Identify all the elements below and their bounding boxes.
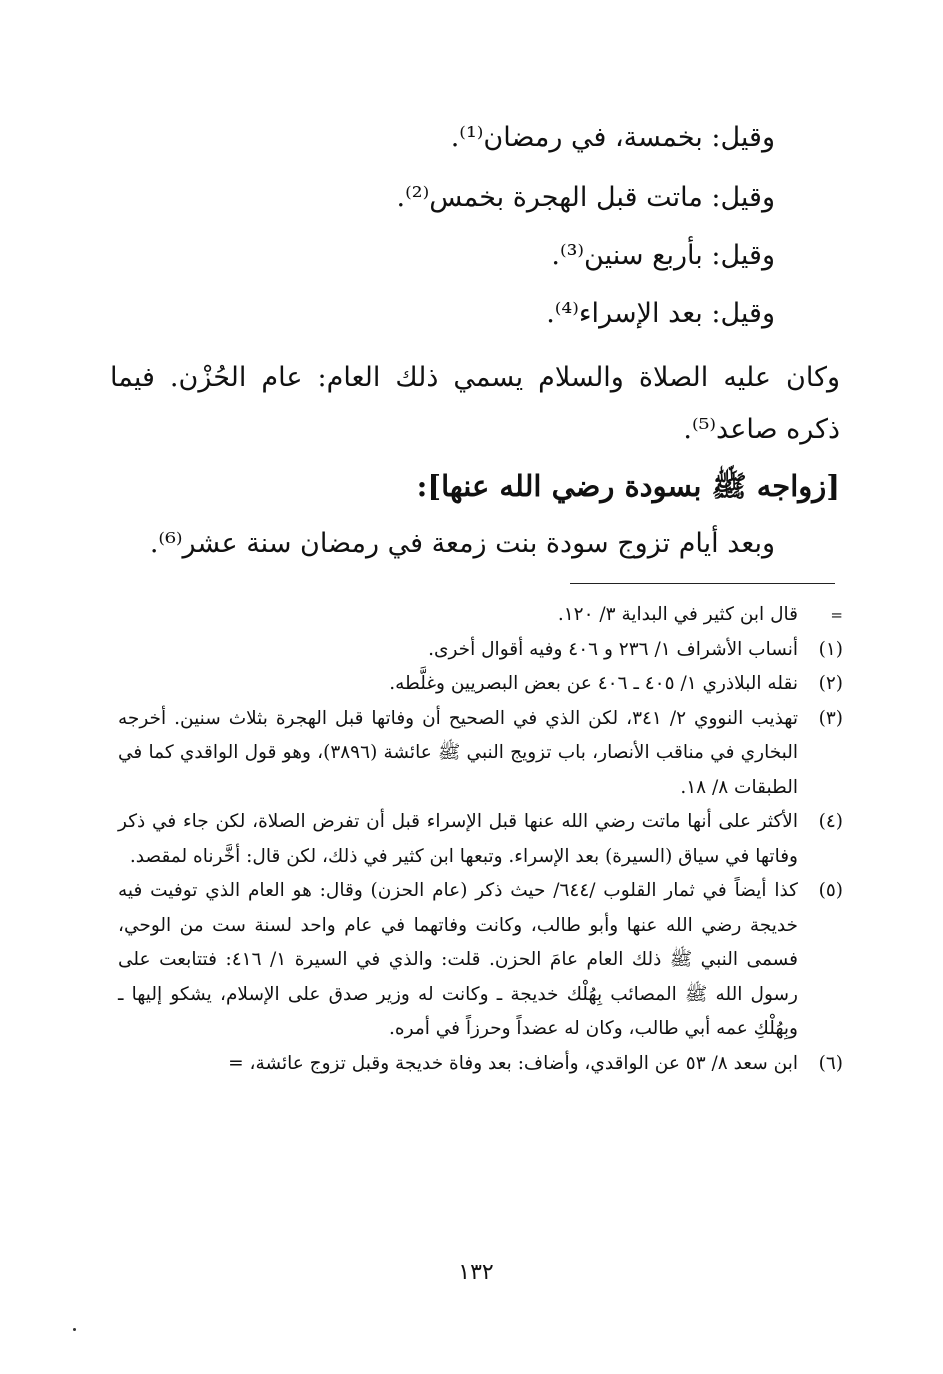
footnote-3 <box>118 702 843 806</box>
main-paragraph: وكان عليه الصلاة والسلام يسمي ذلك العام: عام الحُزْن. فيما ذكره صاعد⁽⁵⁾. <box>110 362 840 445</box>
footnote-1 <box>118 633 843 668</box>
footnote-marker: (٦) <box>818 1052 843 1074</box>
footnote-text: أنساب الأشراف ١/ ٢٣٦ و ٤٠٦ وفيه أقوال أخرى. <box>428 638 798 660</box>
footnote-5 <box>118 874 843 1047</box>
footnote-2 <box>118 667 843 702</box>
footnotes <box>118 598 843 1081</box>
footnote-6 <box>118 1047 843 1082</box>
page-number: ١٣٢ <box>458 1260 494 1285</box>
footnote-marker: (٣) <box>818 707 843 729</box>
section-heading: [زواجه ﷺ بسودة رضي الله عنها]: <box>416 469 840 503</box>
footnote-text: الأكثر على أنها ماتت رضي الله عنها قبل الإسراء قبل أن تفرض الصلاة، لكن جاء في ذكر وفاتها في سياق (السيرة) بعد الإسراء. وتبعها ابن كثير في ذلك، لكن قال: أخَّرناه لمقصد. <box>118 811 798 867</box>
footnote-text: كذا أيضاً في ثمار القلوب /٦٤٤/ حيث ذكر (عام الحزن) وقال: هو العام الذي توفيت فيه خديجة رضي الله عنها وأبو طالب، وكانت وفاتهما في عام واحد لسنة ست من الوحي، فسمى النبي ﷺ ذلك العام عامَ الحزن. قلت: والذي في السيرة ١/ ٤١٦: فتتابعت على رسول الله ﷺ المصائب بِهُلْك خديجة ـ وكانت له وزير صدق على الإسلام، يشكو إليها ـ وبِهُلْكِ عمه أبي طالب، وكان له عضداً وحرزاً في أمره. <box>118 880 799 1039</box>
main-line-2: وقيل: ماتت قبل الهجرة بخمس⁽²⁾. <box>396 182 775 213</box>
main-line-1: وقيل: بخمسة، في رمضان⁽¹⁾. <box>450 122 775 153</box>
footnote-text: قال ابن كثير في البداية ٣/ ١٢٠. <box>557 604 798 625</box>
footnote-4 <box>118 805 843 874</box>
footnote-text: نقله البلاذري ١/ ٤٠٥ ـ ٤٠٦ عن بعض البصريين وغلَّطه. <box>389 673 798 694</box>
footnote-continuation <box>118 598 843 633</box>
footnote-text: تهذيب النووي ٢/ ٣٤١، لكن الذي في الصحيح أن وفاتها قبل الهجرة بثلاث سنين. أخرجه البخاري في مناقب الأنصار، باب تزويج النبي ﷺ عائشة (٣٨٩٦)، وهو قول الواقدي كما في الطبقات ٨/ ١٨. <box>118 707 799 798</box>
footnote-marker: = <box>830 606 843 624</box>
main-line-4: وقيل: بعد الإسراء⁽⁴⁾. <box>546 298 775 329</box>
footnote-text: ابن سعد ٨/ ٥٣ عن الواقدي، وأضاف: بعد وفاة خديجة وقبل تزوج عائشة، = <box>228 1052 798 1074</box>
footnote-separator <box>570 583 835 584</box>
main-last-line: وبعد أيام تزوج سودة بنت زمعة في رمضان سنة عشر⁽⁶⁾. <box>149 528 775 559</box>
footnote-marker: (٤) <box>818 811 843 832</box>
footnote-marker: (٢) <box>818 673 843 694</box>
scan-speck <box>73 1328 76 1331</box>
main-line-3: وقيل: بأربع سنين⁽³⁾. <box>551 240 775 271</box>
footnote-marker: (١) <box>818 638 843 660</box>
footnote-marker: (٥) <box>818 880 843 901</box>
